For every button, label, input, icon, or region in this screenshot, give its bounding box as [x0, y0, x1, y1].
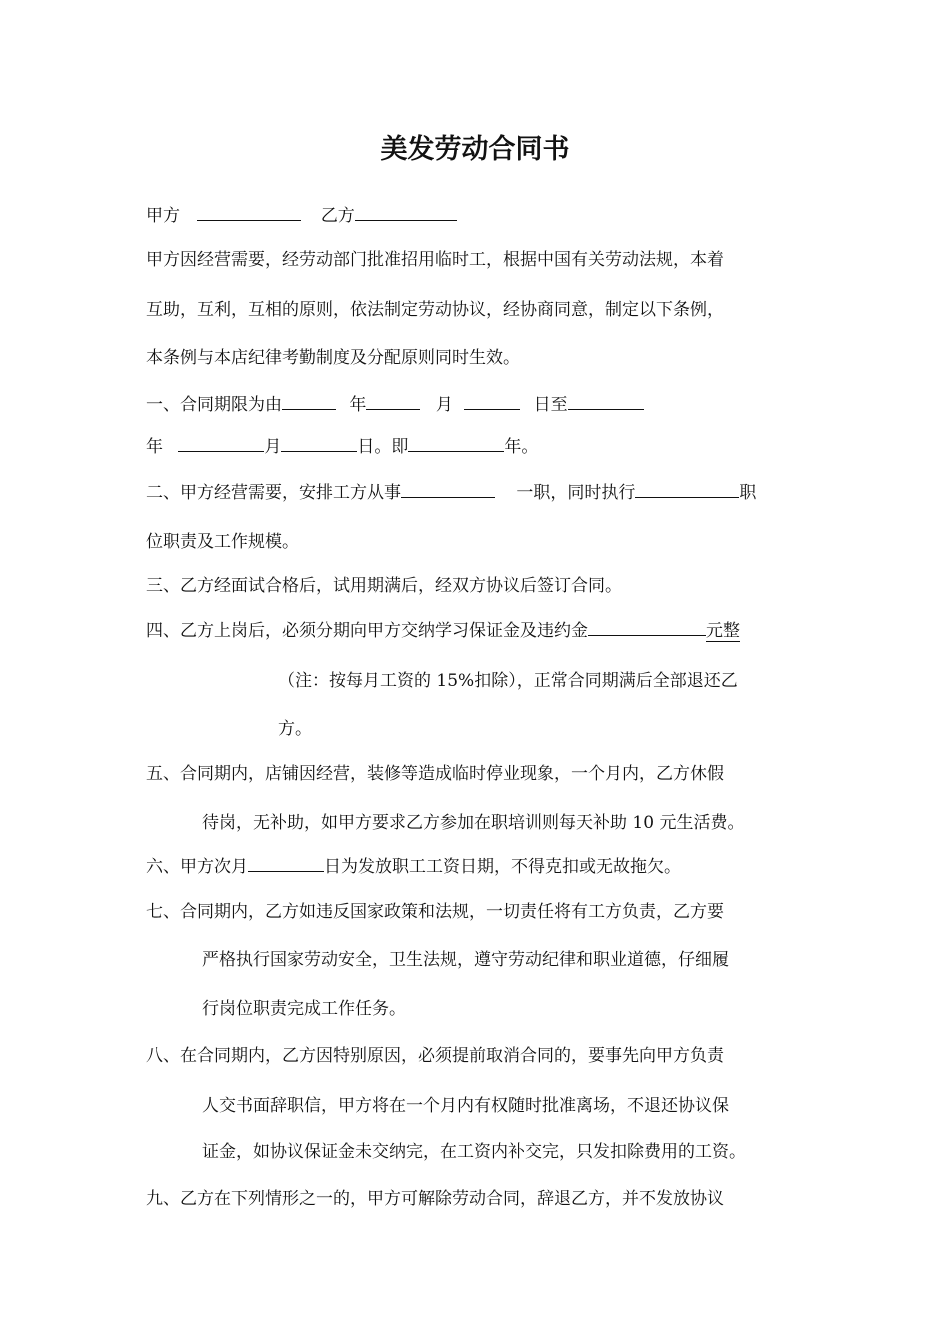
position-blank[interactable] [401, 481, 495, 498]
month2-label: 月 [264, 437, 282, 457]
clause-4-suffix: 元整 [706, 621, 740, 641]
party-a-blank[interactable] [197, 204, 301, 221]
year-label: 年 [349, 395, 367, 415]
clause-6 [146, 855, 681, 879]
year-end-label: 年。 [504, 437, 539, 457]
month-label: 月 [435, 395, 453, 415]
end-year-blank[interactable] [568, 393, 644, 410]
end-month-blank[interactable] [178, 435, 264, 452]
clause-5-line-2: 待岗，无补助，如甲方要求乙方参加在职培训则每天补助 10 元生活费。 [202, 813, 745, 833]
clause-1-prefix: 一、合同期限为由 [146, 395, 282, 415]
party-b-blank[interactable] [355, 204, 457, 221]
start-month-blank[interactable] [366, 393, 420, 410]
clause-8-line-2: 人交书面辞职信，甲方将在一个月内有权随时批准离场，不退还协议保 [202, 1096, 729, 1116]
preamble-line-3: 本条例与本店纪律考勤制度及分配原则同时生效。 [146, 348, 520, 368]
clause-9-line-1: 九、乙方在下列情形之一的，甲方可解除劳动合同，辞退乙方，并不发放协议 [146, 1189, 724, 1209]
party-a-label: 甲方 [146, 206, 180, 226]
clause-8-line-1: 八、在合同期内，乙方因特别原因，必须提前取消合同的，要事先向甲方负责 [146, 1046, 724, 1066]
page-title: 美发劳动合同书 [380, 134, 570, 165]
clause-2-suffix: 职 [739, 483, 757, 503]
duty-blank[interactable] [635, 481, 739, 498]
duration-years-blank[interactable] [408, 435, 504, 452]
clause-2-line-1 [146, 481, 756, 505]
preamble-line-2: 互助，互利，互相的原则，依法制定劳动协议，经协商同意，制定以下条例， [146, 300, 724, 320]
year2-label: 年 [146, 437, 163, 457]
clause-2-line-2: 位职责及工作规模。 [146, 532, 299, 552]
parties-line [146, 204, 457, 228]
day-to-label: 日至 [533, 395, 568, 415]
clause-8-line-3: 证金，如协议保证金未交纳完，在工资内补交完，只发扣除费用的工资。 [202, 1142, 746, 1162]
start-year-blank[interactable] [282, 393, 336, 410]
clause-7-line-2: 严格执行国家劳动安全，卫生法规，遵守劳动纪律和职业道德，仔细履 [202, 950, 729, 970]
payday-blank[interactable] [248, 855, 324, 872]
clause-2-prefix: 二、甲方经营需要，安排工方从事 [146, 483, 401, 503]
clause-2-mid: 一职，同时执行 [516, 483, 636, 503]
end-day-blank[interactable] [281, 435, 357, 452]
clause-4-line-1 [146, 619, 740, 643]
clause-3: 三、乙方经面试合格后，试用期满后，经双方协议后签订合同。 [146, 576, 622, 596]
start-day-blank[interactable] [464, 393, 520, 410]
preamble-line-1: 甲方因经营需要，经劳动部门批准招用临时工，根据中国有关劳动法规，本着 [146, 250, 724, 270]
clause-7-line-1: 七、合同期内，乙方如违反国家政策和法规，一切责任将有工方负责，乙方要 [146, 902, 724, 922]
party-b-label: 乙方 [320, 206, 355, 226]
clause-6-suffix: 日为发放职工工资日期，不得克扣或无故拖欠。 [324, 857, 681, 877]
deposit-amount-blank[interactable] [588, 619, 706, 636]
clause-7-line-3: 行岗位职责完成工作任务。 [202, 999, 406, 1019]
clause-4-line-3: 方。 [278, 719, 312, 739]
day-ie-label: 日。即 [357, 437, 409, 457]
clause-4-line-2: （注：按每月工资的 15%扣除），正常合同期满后全部退还乙 [278, 671, 738, 691]
clause-1-line-1 [146, 393, 644, 417]
clause-4-prefix: 四、乙方上岗后，必须分期向甲方交纳学习保证金及违约金 [146, 621, 588, 641]
clause-5-line-1: 五、合同期内，店铺因经营，装修等造成临时停业现象，一个月内，乙方休假 [146, 764, 724, 784]
clause-1-line-2 [146, 435, 538, 459]
clause-6-prefix: 六、甲方次月 [146, 857, 248, 877]
